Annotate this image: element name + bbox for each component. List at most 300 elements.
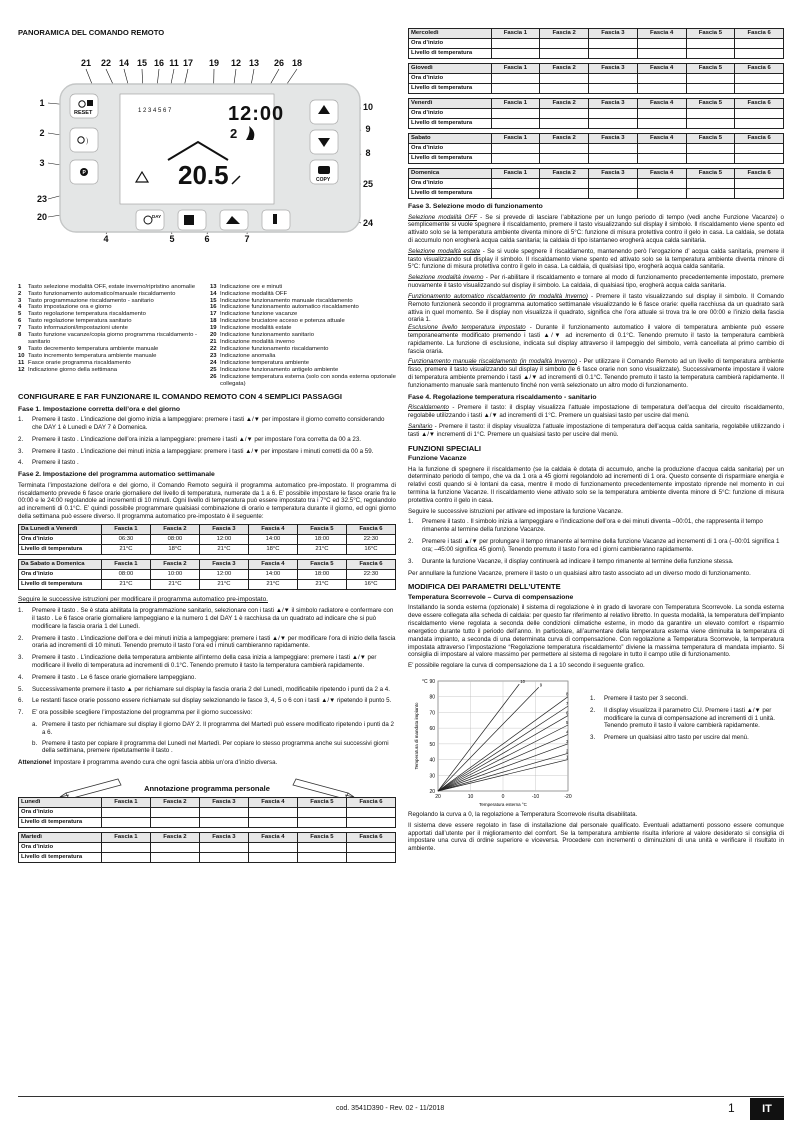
curve-steps	[590, 695, 784, 746]
step-item	[18, 654, 396, 670]
row-label: Livello di temperatura	[409, 154, 492, 164]
modify-sub-b: Premere il tasto per copiare il programma del Lunedì nel Martedì. Per copiare lo stesso programma anche sui successivi giorni della settimana, premere ripetutamente il tasto .	[42, 739, 389, 755]
fascia-header: Fascia 4	[637, 99, 686, 109]
fascia-header: Fascia 6	[735, 99, 784, 109]
table-cell	[637, 119, 686, 129]
table-row	[19, 544, 396, 554]
fascia-header: Fascia 6	[735, 64, 784, 74]
day-cell: Venerdì	[409, 99, 492, 109]
table-cell	[491, 189, 540, 199]
program-table	[18, 832, 396, 863]
fascia-header: Fascia 1	[491, 99, 540, 109]
legend-item	[210, 291, 396, 298]
table-cell: 21°C	[101, 579, 150, 589]
table-cell	[637, 74, 686, 84]
day-cell: Sabato	[409, 134, 492, 144]
table-row	[19, 808, 396, 818]
table-cell	[346, 818, 395, 828]
table-cell	[491, 49, 540, 59]
legend-text: Tasto informazioni/impostazioni utente	[28, 325, 128, 332]
step-text: Premere il tasto . Se è stata abilitata la programmazione sanitario, selezionare con i tasti ▲/▼ il simbolo radiatore e confermare con il tasto . Le 6 fasce orarie giornaliere lampeggiano e la numero 1 del DAY 1 è racchiusa da un quadrato ad indicare che si può modificare la fascia oraria 1 del Lunedì.	[32, 607, 394, 630]
legend-text: Indicazione giorno della settimana	[28, 367, 118, 374]
legend-text: Tasto incremento temperatura ambiente manuale	[28, 353, 157, 360]
modify-steps	[18, 607, 396, 717]
row-label: Ora d’inizio	[409, 179, 492, 189]
table-cell	[735, 179, 784, 189]
fascia-header: Fascia 4	[248, 798, 297, 808]
row-label: Ora d’inizio	[19, 569, 102, 579]
curve-note-2: Il sistema deve essere regolato in fase di installazione dal personale qualificato. Eventuali adattamenti possono essere comunque apportati dall’utente per il miglioramento del comfort. Se la temperatura ambiente risulta inferiore al valore desiderato si consiglia di impostare una curva di ordine superiore e viceversa. Procedere con incrementi o diminuzioni di una unità e verificare il risultato in ambiente.	[408, 821, 784, 853]
heating-heading: Riscaldamento	[408, 404, 449, 412]
heating-text: - Premere il tasto: il display visualizza l’attuale impostazione di temperatura dell’acqua del circuito riscaldamento, regolabile utilizzando i tasti ▲/▼ ad incrementi di 1°C. Premere un qualsiasi tasto per uscire dal menù.	[408, 404, 784, 419]
legend-item	[210, 284, 396, 291]
legend-text: Tasto regolazione temperatura riscaldamento	[28, 311, 146, 318]
fascia-header: Fascia 2	[540, 134, 589, 144]
vacation-title: Funzione Vacanze	[408, 455, 467, 462]
legend-number: 25	[210, 367, 217, 374]
legend-item	[210, 346, 396, 353]
table-cell	[589, 39, 638, 49]
row-label: Livello di temperatura	[19, 818, 102, 828]
attention-text: Impostare il programma avendo cura che ogni fascia abbia un’ora d’inizio diversa.	[51, 759, 278, 767]
table-cell	[346, 853, 395, 863]
legend-item	[18, 311, 204, 318]
table-cell	[686, 49, 735, 59]
legend-number: 5	[18, 311, 22, 318]
fascia-header: Fascia 5	[686, 29, 735, 39]
legend-text: Indicazione funzionamento sanitario	[220, 332, 314, 339]
step-number: 2.	[408, 538, 414, 546]
program-table	[408, 28, 784, 59]
table-cell	[637, 84, 686, 94]
attention-label: Attenzione!	[18, 759, 52, 767]
fase2-text: Terminata l’impostazione dell’ora e del giorno, il Comando Remoto seguirà il programma automatico pre-impostato. Il programma di riscaldamento prevede 6 fasce orarie giornaliere del livello di temperatura, numerate da 1 a 6. E’ possibile impostare le fasce orarie fra le 00:00 e le 24:00 regolandole ad incrementi di 10 minuti. Ogni livello di temperatura può essere impostato tra i 7°C ed 32.5°C, regolandolo ad incrementi di 0.1°C. E’ quindi possibile programmare qualsiasi combinazione di orario e temperatura durante il giorno, ed ogni giorno della settimana può essere diverso. Il programma automatico pre-impostato è il seguente:	[18, 481, 396, 521]
table-row	[409, 109, 784, 119]
table-cell	[735, 119, 784, 129]
table-cell	[199, 808, 248, 818]
step-text: E’ ora possibile scegliere l’impostazione del programma per il giorno successivo:	[32, 709, 253, 717]
step-number: 5.	[18, 685, 24, 693]
curve-label: 9	[539, 682, 543, 688]
table-cell	[735, 39, 784, 49]
table-cell	[686, 179, 735, 189]
legend-column-right	[210, 284, 396, 389]
legend-text: Indicazione funzionamento automatico riscaldamento	[220, 304, 359, 311]
table-cell	[101, 808, 150, 818]
table-row	[19, 534, 396, 544]
left-column: PANORAMICA DEL COMANDO REMOTO 21 22 14 15 16 11 17 19 12 13 26 18 1 2 3 23 20 10 9 8 25 24 4 5 6 7 RESET P COPY DAY 1 2 3 4 5 6 7 12:00 2 20.5 1 Tasto selezione modalità OFF, estate inverno/ripristino anomalie 2 Tasto funzionamento automatico/manuale riscaldamento 3 Tasto programmazione riscaldamento - sanitario 4 Tasto impostazione ora e giorno 5 Tasto regolazione temperatura riscaldamento 6 Tasto regolazione temperatura sanitario 7 Tasto informazioni/impostazioni utente 8 Tasto funzione vacanze/copia giorno programma riscaldamento - sanitario 9 Tasto decremento temperatura ambiente manuale 10 Tasto incremento temperatura ambiente manuale 11 Fasce orarie programma riscaldamento 12 Indicazione giorno della settimana 13 Indicazione ore e minuti 14 Indicazione modalità OFF 15 Indicazione funzionamento manuale riscaldamento 16 Indicazione funzionamento automatico riscaldamento 17 Indicazione funzione vacanze 18 Indicazione bruciatore acceso e potenza attuale 19 Indicazione modalità estate 20 Indicazione funzionamento sanitario 21 Indicazione modalità inverno 22 Indicazione funzionamento riscaldamento 23 Indicazione anomalia 24 Indicazione temperatura ambiente 25 Indicazione funzionamento antigelo ambiente 26 Indicazione temperatura esterna (solo con sonda esterna opzionale collegata) CONFIGURARE E FAR FUNZIONARE IL COMANDO REMOTO CON 4 SEMPLICI PASSAGGI Fase 1. Impostazione corretta dell’ora e del giorno 1. Premere il tasto . L’indicazione del giorno inizia a lampeggiare: premere i tasti ▲/▼ per impostare il giorno corretto considerando che DAY 1 è Lunedì e DAY 7 è Domenica. 2. Premere il tasto . L’indicazione dell’ora inizia a lampeggiare: premere i tasti ▲/▼ per impostare l’ora corretta da 00 a 23. 3. Premere il tasto . L’indicazione dei minuti inizia a lampeggiare: premere i tasti ▲/▼ per impostare i minuti corretti da 00 a 59. 4. Premere il tasto . Fase 2. Impostazione del programma automatico settimanale Terminata l’impostazione dell’ora e del giorno, il Comando Remoto seguirà il programma automatico pre-impostato. Il programma di riscaldamento prevede 6 fasce orarie giornaliere del livello di temperatura, numerate da 1 a 6. E’ possibile impostare le fasce orarie fra le 00:00 e le 24:00 regolandole ad incrementi di 10 minuti. Ogni livello di temperatura può essere impostato tra i 7°C ed 32.5°C, regolandolo ad incrementi di 0.1°C. E’ quindi possibile programmare qualsiasi combinazione di orario e temperatura durante il giorno, ed ogni giorno della settimana può essere diverso. Il programma automatico pre-impostato è il seguente: Da Lunedì a Venerdì Fascia 1 Fascia 2 Fascia 3 Fascia 4 Fascia 5 Fascia 6 Ora d’inizio 06:30 08:00 12:00 14:00 18:00 22:30 Livello di temperatura 21°C 18°C 21°C 18°C 21°C 16°C Da Sabato a Domenica Fascia 1 Fascia 2 Fascia 3 Fascia 4 Fascia 5 Fascia 6 Ora d’inizio 08:00 10:00 12:00 14:00 18:00 22:30 Livello di temperatura 21°C 21°C 21°C 21°C 21°C 16°C Seguire le successive istruzioni per modificare il programma automatico pre-impostato. 1. Premere il tasto . Se è stata abilitata la programmazione sanitario, selezionare con i tasti ▲/▼ il simbolo radiatore e confermare con il tasto . Le 6 fasce orarie giornaliere lampeggiano e la numero 1 del DAY 1 è racchiusa da un quadrato ad indicare che si può modificare la fascia oraria 1 del Lunedì. 2. Premere il tasto . L’indicazione dell’ora e dei minuti inizia a lampeggiare: premere i tasti ▲/▼ per modificare l’ora di inizio della fascia oraria ad incrementi di 10 minuti. Tenendo premuto il tasto l’ora ed i minuti cambieranno rapidamente. 3. Premere il tasto . L’indicazione della temperatura ambiente all’interno della casa inizia a lampeggiare: premere i tasti ▲/▼ per modificare il livello di temperatura ad incrementi di 0.1°C. Tenendo premuto il tasto la temperatura cambierà rapidamente. 4. Premere il tasto . Le 6 fasce orarie giornaliere lampeggiano. 5. Successivamente premere il tasto ▲ per richiamare sul display la fascia oraria 2 del Lunedì, modificabile ripetendo i punti da 2 a 4. 6. Le restanti fasce orarie possono essere richiamate sul display selezionando le fasce 3, 4, 5 o 6 con i tasti ▲/▼ ripetendo il punto 5. 7. E’ ora possibile scegliere l’impostazione del programma per il giorno successivo: a. Premere il tasto per richiamare sul display il giorno DAY 2. Il programma del Martedì può essere modificato ripetendo i punti da 2 a 6. b. Premere il tasto per copiare il programma del Lunedì nel Martedì. Per copiare lo stesso programma anche sui successivi giorni della settimana, premere ripetutamente il tasto . Attenzione! Impostare il programma avendo cura che ogni fascia abbia un’ora d’inizio diversa. Annotazione programma personale Lunedì Fascia 1 Fascia 2 Fascia 3 Fascia 4 Fascia 5 Fascia 6 Ora d’inizio Livello di temperatura Martedì Fascia 1 Fascia 2 Fascia 3 Fascia 4 Fascia 5 Fascia 6 Ora d’inizio Livello di temperatura	[18, 28, 396, 867]
page-footer	[18, 1096, 784, 1126]
fascia-header: Fascia 4	[637, 134, 686, 144]
lcd-time: 12:00	[228, 102, 285, 125]
x-axis-label: Temperatura esterna °C	[479, 801, 527, 807]
table-cell	[199, 818, 248, 828]
table-cell	[686, 189, 735, 199]
callout-24: 24	[362, 217, 374, 228]
table-row	[409, 179, 784, 189]
step-number: 1.	[590, 694, 596, 702]
step-text: Premere il tasto . L’indicazione dell’ora e dei minuti inizia a lampeggiare: premere i tasti ▲/▼ per modificare l’ora di inizio della fascia oraria ad incrementi di 10 minuti. Tenendo premuto il tasto l’ora ed i minuti cambieranno rapidamente.	[32, 634, 396, 650]
fascia-header: Fascia 3	[199, 559, 248, 569]
document-code: cod. 3541D390 - Rev. 02 - 11/2018	[336, 1105, 445, 1112]
step-item	[408, 538, 784, 554]
legend-text: Indicazione ore e minuti	[220, 283, 283, 290]
fascia-header: Fascia 5	[686, 64, 735, 74]
legend-item	[18, 360, 204, 367]
curve-section	[408, 673, 784, 811]
legend-number: 21	[210, 339, 217, 346]
row-label: Livello di temperatura	[409, 189, 492, 199]
vacation-cancel: Per annullare la funzione Vacanze, premere il tasto o un qualsiasi altro tasto associato ad un diverso modo di funzionamento.	[408, 569, 751, 577]
legend-number: 2	[18, 290, 22, 297]
svg-text:P: P	[82, 169, 86, 176]
table-cell	[248, 853, 297, 863]
fascia-header: Fascia 6	[735, 29, 784, 39]
table-cell	[686, 84, 735, 94]
table-cell	[589, 144, 638, 154]
dhw-heading: Sanitario	[408, 422, 433, 430]
table-cell	[540, 189, 589, 199]
curve-label: 10	[520, 679, 525, 685]
legend-item	[210, 339, 396, 346]
callout-15: 15	[136, 57, 148, 68]
fascia-header: Fascia 6	[346, 559, 395, 569]
table-header-row	[409, 29, 784, 39]
callout-5: 5	[169, 233, 175, 244]
step-number: 6.	[18, 697, 24, 705]
table-header-row	[19, 559, 396, 569]
table-cell	[150, 808, 199, 818]
fascia-header: Fascia 2	[540, 29, 589, 39]
fascia-header: Fascia 5	[686, 134, 735, 144]
program-table	[408, 168, 784, 199]
step-text: Premere il tasto per 3 secondi.	[604, 694, 688, 702]
fascia-header: Fascia 1	[101, 524, 150, 534]
callout-25: 25	[362, 178, 374, 189]
legend-number: 23	[210, 353, 217, 360]
table-cell	[735, 154, 784, 164]
lcd-temperature: 20.5	[178, 159, 229, 190]
auto-heading: Funzionamento automatico riscaldamento (in modalità Inverno)	[408, 292, 588, 300]
user-params-title: MODIFICA DEI PARAMETRI DELL’UTENTE	[408, 582, 561, 592]
row-label: Livello di temperatura	[409, 119, 492, 129]
table-cell	[637, 154, 686, 164]
table-cell: 06:30	[101, 534, 150, 544]
legend-text: Tasto selezione modalità OFF, estate inverno/ripristino anomalie	[28, 283, 195, 290]
legend-number: 20	[210, 332, 217, 339]
fascia-header: Fascia 5	[297, 798, 346, 808]
table-row	[409, 84, 784, 94]
personal-program-title: Annotazione programma personale	[144, 784, 270, 794]
fascia-header: Fascia 5	[297, 559, 346, 569]
fascia-header: Fascia 6	[735, 169, 784, 179]
step-text: Successivamente premere il tasto ▲ per richiamare sul display la fascia oraria 2 del Lunedì, modificabile ripetendo i punti da 2 a 4.	[32, 685, 390, 693]
fascia-header: Fascia 3	[589, 29, 638, 39]
legend-number: 10	[18, 353, 25, 360]
callout-17: 17	[182, 57, 194, 68]
table-cell: 16°C	[346, 544, 395, 554]
table-cell	[297, 808, 346, 818]
legend-item	[18, 318, 204, 325]
row-label: Ora d’inizio	[19, 808, 102, 818]
table-header-row	[19, 833, 396, 843]
fase3-title: Fase 3. Selezione modo di funzionamento	[408, 203, 543, 210]
table-cell: 21°C	[199, 544, 248, 554]
program-table	[408, 133, 784, 164]
callout-19: 19	[208, 57, 220, 68]
row-label: Livello di temperatura	[409, 84, 492, 94]
estate-heading: Selezione modalità estate	[408, 247, 481, 255]
legend-item	[18, 332, 204, 346]
table-cell	[589, 49, 638, 59]
day-label: DAY	[152, 213, 162, 219]
table-row	[409, 189, 784, 199]
step-item	[18, 697, 396, 705]
day-cell: Martedì	[19, 833, 102, 843]
callout-2: 2	[39, 127, 45, 138]
fascia-header: Fascia 2	[540, 99, 589, 109]
callout-11: 11	[169, 57, 179, 68]
step-number: 4.	[18, 673, 24, 681]
legend-item	[210, 332, 396, 339]
fase1-title: Fase 1. Impostazione corretta dell’ora e del giorno	[18, 405, 181, 413]
table-cell	[101, 853, 150, 863]
table-cell	[686, 109, 735, 119]
fascia-header: Fascia 4	[248, 524, 297, 534]
table-row	[409, 154, 784, 164]
x-tick-label: 10	[467, 793, 474, 800]
fascia-header: Fascia 3	[589, 64, 638, 74]
legend-number: 6	[18, 318, 22, 325]
table-cell	[248, 808, 297, 818]
compensation-curve-chart	[408, 673, 578, 809]
sliding-temp-text-2: E’ possibile regolare la curva di compensazione da 1 a 10 secondo il seguente grafico.	[408, 662, 645, 670]
step-text: Premere il tasto . L’indicazione della temperatura ambiente all’interno della casa inizia a lampeggiare: premere i tasti ▲/▼ per modificare il livello di temperatura ad incrementi di 0.1°C. Tenendo premuto il tasto la temperatura cambierà rapidamente.	[32, 654, 377, 669]
modify-sub-a: Premere il tasto per richiamare sul display il giorno DAY 2. Il programma del Martedì può essere modificato ripetendo i punti da 2 a 6.	[42, 721, 394, 736]
legend-text: Indicazione temperatura esterna (solo con sonda esterna opzionale collegata)	[220, 374, 396, 388]
table-cell	[101, 818, 150, 828]
legend-number: 19	[210, 325, 217, 332]
table-cell	[686, 144, 735, 154]
table-cell: 21°C	[150, 579, 199, 589]
table-row	[19, 853, 396, 863]
table-cell	[491, 154, 540, 164]
vacation-intro: Seguire le successive istruzioni per attivare ed impostare la funzione Vacanze.	[408, 507, 623, 515]
table-cell	[686, 154, 735, 164]
table-cell	[540, 179, 589, 189]
table-cell	[248, 818, 297, 828]
table-cell	[735, 189, 784, 199]
legend-number: 15	[210, 297, 217, 304]
table-cell	[297, 853, 346, 863]
table-cell	[491, 84, 540, 94]
program-table	[18, 559, 396, 590]
callout-22: 22	[100, 57, 112, 68]
table-cell	[297, 818, 346, 828]
config-title: CONFIGURARE E FAR FUNZIONARE IL COMANDO REMOTO CON 4 SEMPLICI PASSAGGI	[18, 392, 343, 402]
table-cell: 18°C	[248, 544, 297, 554]
sliding-temp-text: Installando la sonda esterna (opzionale) il sistema di regolazione è in grado di lavorare con Temperatura Scorrevole. La sonda esterna deve essere collegata alla scheda di caldaia: per questo far riferimento al relativo libretto. In questa modalità, la temperatura dell’impianto riscaldamento viene regolata a seconda delle condizioni climatiche esterne, in modo da garantire un elevato comfort e risparmio energetico durante tutto il periodo dell’anno. In particolare, all’aumentare della temperatura esterna viene diminuita la temperatura di mandata impianto, a seconda di una determinata curva di compensazione. Con regolazione a Temperatura Scorrevole, la temperatura impostata attraverso l’impostazione “Regolazione temperatura riscaldamento” diviene la massima temperatura di mandata impianto. Si consiglia di impostare al valore massimo per permettere al sistema di regolare in tutto il campo utile di funzionamento.	[408, 604, 784, 659]
legend-number: 7	[18, 325, 22, 332]
callout-7: 7	[244, 233, 250, 244]
special-title: FUNZIONI SPECIALI	[408, 444, 481, 454]
table-cell: 08:00	[101, 569, 150, 579]
table-cell: 22:30	[346, 534, 395, 544]
row-label: Ora d’inizio	[19, 843, 102, 853]
callout-10: 10	[362, 101, 374, 112]
callout-23: 23	[36, 193, 48, 204]
legend-number: 17	[210, 311, 217, 318]
modify-title: Seguire le successive istruzioni per modificare il programma automatico pre-impostato.	[18, 595, 268, 603]
step-number: 3.	[590, 734, 596, 742]
table-cell: 10:00	[150, 569, 199, 579]
legend-text: Tasto programmazione riscaldamento - sanitario	[28, 297, 154, 304]
table-cell: 22:30	[346, 569, 395, 579]
legend-number: 26	[210, 374, 217, 381]
fascia-header: Fascia 4	[248, 559, 297, 569]
step-number: 2.	[590, 706, 596, 714]
legend-text: Indicazione bruciatore acceso e potenza attuale	[220, 318, 345, 325]
row-label: Ora d’inizio	[19, 534, 102, 544]
table-header-row	[409, 99, 784, 109]
callout-20: 20	[36, 211, 48, 222]
row-label: Livello di temperatura	[19, 579, 102, 589]
day-cell: Da Lunedì a Venerdì	[19, 524, 102, 534]
table-cell	[540, 84, 589, 94]
step-item	[18, 674, 396, 682]
lcd-day-number: 2	[230, 125, 238, 141]
fascia-header: Fascia 2	[150, 559, 199, 569]
legend-text: Fasce orarie programma riscaldamento	[28, 360, 131, 367]
legend-number: 16	[210, 304, 217, 311]
table-cell	[491, 74, 540, 84]
fascia-header: Fascia 1	[491, 64, 540, 74]
fascia-header: Fascia 6	[735, 134, 784, 144]
fascia-header: Fascia 1	[101, 559, 150, 569]
day-cell: Lunedì	[19, 798, 102, 808]
step-text: Premere il tasto . Le 6 fasce orarie giornaliere lampeggiano.	[32, 673, 197, 681]
step-item	[18, 635, 396, 651]
table-cell	[540, 39, 589, 49]
table-header-row	[19, 798, 396, 808]
legend-item	[18, 346, 204, 353]
table-cell	[150, 818, 199, 828]
legend-text: Tasto funzionamento automatico/manuale riscaldamento	[28, 290, 176, 297]
step-item	[590, 695, 784, 703]
callout-9: 9	[365, 123, 371, 134]
estate-text: - Se si vuole spegnere il riscaldamento, mantenendo però l’erogazione d’ acqua calda sanitaria, premere il tasto visualizzando sul display il simbolo. Il riscaldamento viene spento ed attivato solo se la temperatura ambiente diventa minore di 5°C: funzione di misura protettiva contro il gelo in casa. La caldaia, di qualsiasi tipo, erogherà acqua calda sanitaria.	[408, 247, 784, 271]
table-cell	[589, 74, 638, 84]
legend-text: Indicazione temperatura ambiente	[220, 360, 310, 367]
table-row	[409, 74, 784, 84]
legend-text: Indicazione funzionamento manuale riscaldamento	[220, 297, 353, 304]
legend-number: 8	[18, 332, 22, 339]
table-cell: 18:00	[297, 534, 346, 544]
curve-label: 2	[566, 748, 569, 754]
fascia-header: Fascia 2	[540, 64, 589, 74]
callout-16: 16	[153, 57, 165, 68]
step-text: Durante la funzione Vacanze, il display continuerà ad indicare il tempo rimanente al termine della funzione stessa.	[422, 557, 734, 565]
table-cell	[735, 144, 784, 154]
personal-tables-left	[18, 797, 396, 863]
step-item	[590, 734, 784, 742]
step-item	[18, 709, 396, 717]
step-text: Il display visualizza il parametro CU. Premere i tasti ▲/▼ per modificare la curva di compensazione ad incrementi di 1 unità. Tenendo premuto il tasto il valore cambierà rapidamente.	[604, 706, 775, 730]
table-cell: 21°C	[297, 579, 346, 589]
fascia-header: Fascia 4	[637, 29, 686, 39]
legend-text: Indicazione funzione vacanze	[220, 311, 298, 318]
step-item	[18, 686, 396, 694]
table-cell	[491, 119, 540, 129]
inverno-text: - Per ri-abilitare il riscaldamento e tornare al modo di funzionamento precedentemente impostato, premere nuovamente il tasto visualizzando sul display il simbolo. La caldaia, di qualsiasi tipo, erogherà acqua calda sanitaria.	[408, 274, 785, 290]
y-tick-label: 60	[429, 726, 435, 733]
table-cell	[589, 189, 638, 199]
curve-label: 1	[566, 754, 569, 760]
fascia-header: Fascia 2	[150, 524, 199, 534]
table-cell	[589, 84, 638, 94]
legend-text: Indicazione modalità estate	[220, 325, 292, 332]
legend-number: 3	[18, 297, 22, 304]
fascia-header: Fascia 5	[686, 169, 735, 179]
table-cell	[199, 853, 248, 863]
table-cell: 14:00	[248, 534, 297, 544]
legend-item	[18, 298, 204, 305]
legend-item	[18, 304, 204, 311]
fase1-step: 3. Premere il tasto . L’indicazione dei minuti inizia a lampeggiare: premere i tasti ▲/▼ per impostare i minuti corretti da 00 a 59.	[18, 447, 374, 455]
table-cell	[735, 49, 784, 59]
y-unit-label: °C	[422, 678, 428, 685]
table-header-row	[19, 524, 396, 534]
table-cell	[637, 144, 686, 154]
table-cell	[540, 154, 589, 164]
fascia-header: Fascia 3	[589, 99, 638, 109]
fase1-steps	[18, 416, 396, 467]
legend-column-left	[18, 284, 204, 389]
row-label: Livello di temperatura	[19, 853, 102, 863]
step-item	[590, 707, 784, 730]
legend-text: Indicazione modalità inverno	[220, 339, 295, 346]
legend-number: 14	[210, 290, 217, 297]
legend-text: Indicazione modalità OFF	[220, 290, 288, 297]
row-label: Ora d’inizio	[409, 144, 492, 154]
legend-item	[18, 367, 204, 374]
step-number: 1.	[18, 607, 24, 615]
table-row	[19, 579, 396, 589]
callout-8: 8	[365, 147, 371, 158]
table-row	[19, 569, 396, 579]
personal-tables-right	[408, 28, 784, 199]
step-number: 2.	[18, 634, 24, 642]
table-cell	[637, 39, 686, 49]
y-axis-label: Temperatura di mandata impianto	[414, 702, 419, 770]
legend-number: 24	[210, 360, 217, 367]
callout-4: 4	[103, 233, 109, 244]
legend-item	[210, 298, 396, 305]
language-badge: IT	[750, 1098, 784, 1120]
legend-item	[18, 291, 204, 298]
inverno-heading: Selezione modalità inverno	[408, 274, 484, 282]
y-tick-label: 80	[429, 694, 435, 701]
legend-item	[210, 374, 396, 388]
legend-item	[210, 311, 396, 318]
table-cell	[589, 179, 638, 189]
callout-1: 1	[39, 97, 45, 108]
fase2-title: Fase 2. Impostazione del programma automatico settimanale	[18, 471, 215, 479]
off-heading: Selezione modalità OFF	[408, 213, 478, 221]
legend-number: 18	[210, 318, 217, 325]
legend-number: 13	[210, 283, 217, 290]
table-cell	[735, 84, 784, 94]
